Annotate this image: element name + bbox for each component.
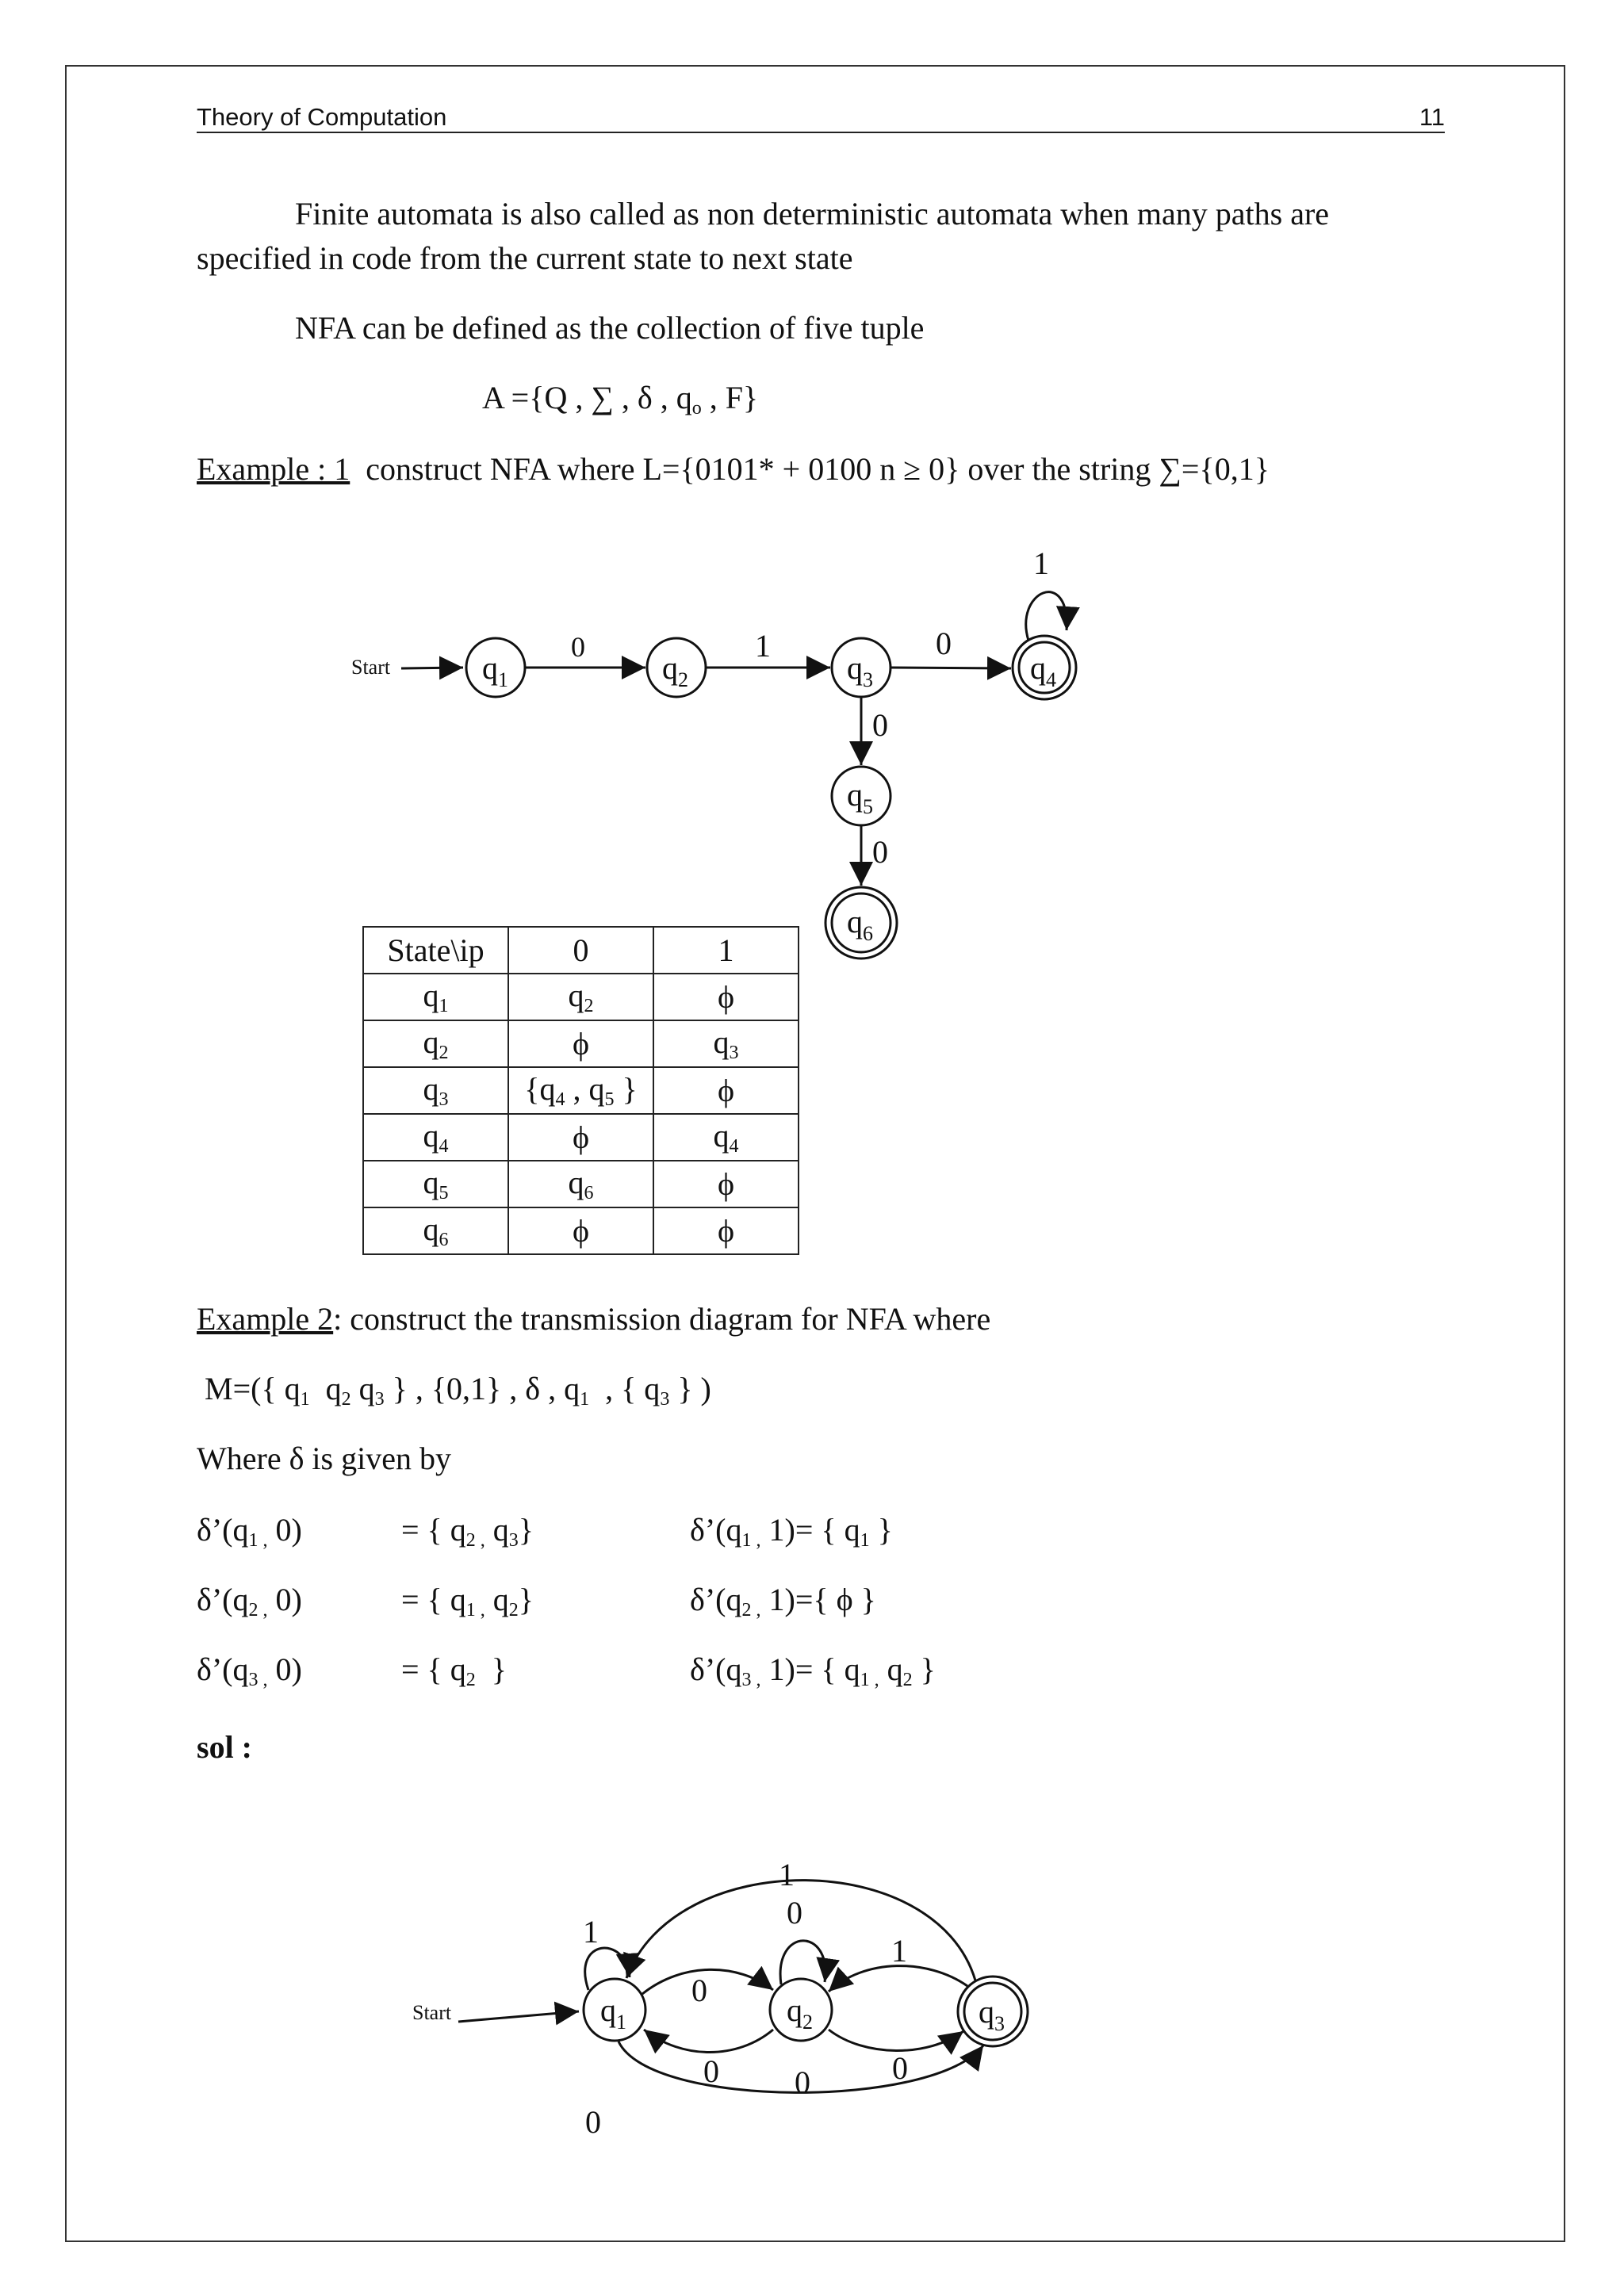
svg-text:q2: $q_2$	[662, 650, 688, 691]
page-border	[65, 65, 1565, 2242]
svg-text:0: 0	[691, 1973, 707, 2008]
svg-text:0: 0	[703, 2053, 719, 2089]
table-header-cell: 1	[653, 927, 799, 974]
solution-label: sol :	[197, 1729, 252, 1765]
table-row: $q_2$ ϕ $q_3$	[363, 1020, 799, 1067]
svg-text:0: 0	[795, 2064, 810, 2100]
table-header-cell: 0	[508, 927, 653, 974]
table-header-row	[363, 927, 799, 974]
page-number: 11	[1419, 103, 1445, 131]
table-row: $q_1$ $q_2$ ϕ	[363, 974, 799, 1020]
example-2-text: : construct the transmission diagram for NFA where	[333, 1301, 991, 1337]
start-label-1: Start	[351, 656, 391, 679]
tuple-formula: A ={Q , ∑ , δ , $q_o$ , F}	[482, 380, 759, 419]
delta-q2-1: $\delta’(q_{2 ,}$ 1)={ ϕ }	[690, 1582, 876, 1621]
delta-q3-1: $\delta’(q_{3 ,}$ 1)= { $q_{1 ,}$ $q_2$ }	[690, 1651, 936, 1691]
svg-text:0: 0	[787, 1895, 802, 1931]
delta-q1-0-value: = { $q_{2 ,}$ $q_3$}	[401, 1512, 534, 1552]
svg-text:1: 1	[779, 1857, 795, 1892]
example-1-label: Example : 1	[197, 451, 350, 487]
delta-q2-0-value: = { $q_{1 ,}$ $q_2$}	[401, 1582, 534, 1621]
svg-text:1: 1	[1033, 545, 1049, 581]
svg-text:1: 1	[891, 1933, 907, 1969]
svg-text:q2: $q_2$	[787, 1992, 813, 2034]
header-title: Theory of Computation	[197, 103, 447, 131]
svg-text:0: 0	[936, 626, 952, 661]
svg-text:0: 0	[872, 707, 888, 743]
machine-definition: M=({ $q_1$ $q_2$ $q_3$ } , {0,1} , δ , $q_1$ , { $q_3$ } )	[205, 1371, 711, 1410]
example-2-heading	[197, 1300, 990, 1338]
example-1-text: construct NFA where L={0101* + 0100 n ≥ 0} over the string ∑={0,1}	[366, 451, 1270, 487]
intro-line-1: Finite automata is also called as non deterministic automata when many paths are	[295, 196, 1330, 232]
delta-q2-0: $\delta’(q_{2 ,}$ 0)	[197, 1582, 302, 1621]
svg-text:1: 1	[583, 1914, 599, 1950]
svg-text:0: 0	[892, 2050, 908, 2086]
svg-text:q1: $q_1$	[600, 1992, 626, 2034]
page-header	[197, 98, 1445, 133]
table-row: $q_5$ $q_6$ ϕ	[363, 1161, 799, 1207]
nfa-definition: NFA can be defined as the collection of five tuple	[295, 310, 925, 346]
start-label-2: Start	[412, 2001, 452, 2024]
svg-text:q4: $q_4$	[1030, 650, 1056, 691]
table-row: $q_6$ ϕ ϕ	[363, 1207, 799, 1254]
svg-text:q3: $q_3$	[979, 1994, 1005, 2035]
intro-line-2: specified in code from the current state to next state	[197, 240, 853, 276]
svg-text:q5: $q_5$	[847, 777, 873, 818]
svg-text:q1: $q_1$	[482, 650, 508, 691]
svg-text:0: 0	[585, 2104, 601, 2140]
example-2-label: Example 2	[197, 1301, 334, 1337]
delta-q1-1: $\delta’(q_{1 ,}$ 1)= { $q_1$ }	[690, 1512, 893, 1552]
table-header-cell: State\ip	[363, 927, 508, 974]
svg-text:1: 1	[755, 628, 771, 664]
svg-text:0: 0	[872, 834, 888, 870]
example-1-heading	[197, 450, 1270, 488]
where-text: Where δ is given by	[197, 1441, 451, 1476]
delta-q3-0: $\delta’(q_{3 ,}$ 0)	[197, 1651, 302, 1691]
svg-text:0: 0	[571, 631, 585, 663]
table-row: $q_3$ {$q_4$ , $q_5$ } ϕ	[363, 1067, 799, 1114]
svg-text:q6: $q_6$	[847, 904, 873, 945]
delta-q1-0: $\delta’(q_{1 ,}$ 0)	[197, 1512, 302, 1552]
svg-text:q3: $q_3$	[847, 650, 873, 691]
transition-table	[362, 926, 799, 1255]
delta-q3-0-value: = { $q_2$ }	[401, 1651, 507, 1691]
table-row: $q_4$ ϕ $q_4$	[363, 1114, 799, 1161]
